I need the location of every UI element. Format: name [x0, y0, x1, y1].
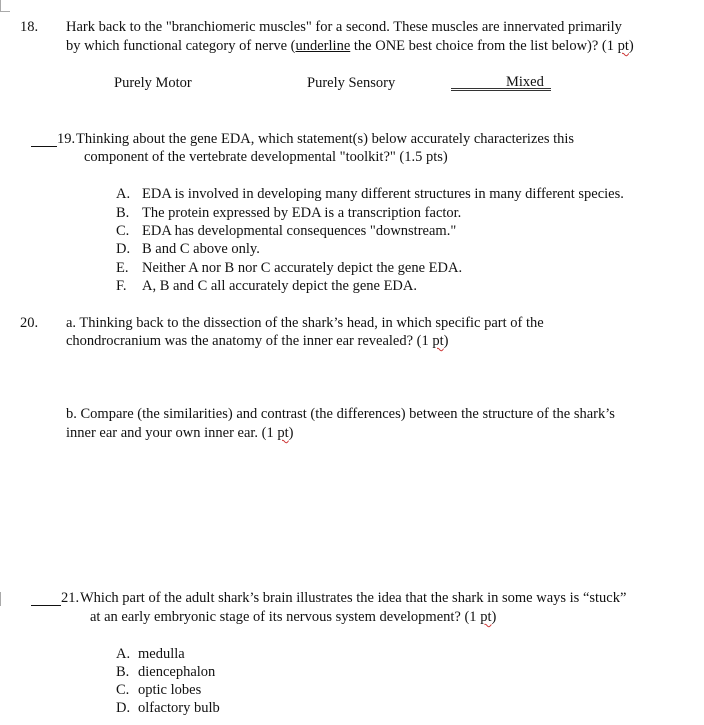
option-text[interactable]: A, B and C all accurately depict the gene EDA. [142, 278, 417, 294]
option-text[interactable]: optic lobes [138, 682, 202, 698]
option-text[interactable]: Neither A nor B nor C accurately depict the gene EDA. [142, 260, 463, 276]
option-letter: C. [116, 682, 130, 698]
question-text-line: component of the vertebrate developmental "toolkit?" (1.5 pts) [84, 149, 448, 165]
option-letter: F. [116, 278, 127, 294]
page-corner-mark [0, 11, 10, 12]
page-margin-mark [0, 592, 1, 606]
option-text[interactable]: EDA is involved in developing many different structures in many different species. [142, 186, 624, 202]
option-letter: C. [116, 223, 130, 239]
option-letter: D. [116, 700, 131, 716]
question-number: 19. [57, 131, 76, 147]
question-number: 18. [20, 19, 39, 35]
question-text-line: Thinking about the gene EDA, which statement(s) below accurately characterizes this [76, 131, 575, 147]
option-letter: B. [116, 664, 130, 680]
question-text-line: Hark back to the "branchiomeric muscles" for a second. These muscles are innervated primarily [66, 19, 622, 35]
question-text-line: at an early embryonic stage of its nervous system development? (1 pt) [90, 609, 497, 625]
answer-option-mixed[interactable]: Mixed [506, 74, 544, 90]
option-text[interactable]: diencephalon [138, 664, 216, 680]
option-text[interactable]: olfactory bulb [138, 700, 220, 716]
question-number: 20. [20, 315, 39, 331]
option-letter: A. [116, 646, 131, 662]
option-letter: B. [116, 205, 130, 221]
answer-option-sensory[interactable]: Purely Sensory [307, 75, 396, 91]
option-text[interactable]: The protein expressed by EDA is a transcription factor. [142, 205, 462, 221]
question-text-line: inner ear and your own inner ear. (1 pt) [66, 425, 294, 441]
answer-blank[interactable] [31, 605, 61, 606]
question-number: 21. [61, 590, 80, 606]
option-letter: E. [116, 260, 129, 276]
question-text-line: Which part of the adult shark’s brain illustrates the idea that the shark in some ways is “stuck” [80, 590, 627, 606]
question-text-line: b. Compare (the similarities) and contrast (the differences) between the structure of the shark’s [66, 406, 615, 422]
question-text-line: chondrocranium was the anatomy of the inner ear revealed? (1 pt) [66, 333, 449, 349]
answer-blank[interactable] [31, 146, 57, 147]
option-text[interactable]: EDA has developmental consequences "downstream." [142, 223, 457, 239]
option-letter: A. [116, 186, 131, 202]
question-text-line: a. Thinking back to the dissection of the shark’s head, in which specific part of the [66, 315, 544, 331]
answer-underline [451, 88, 551, 91]
answer-option-motor[interactable]: Purely Motor [114, 75, 192, 91]
option-text[interactable]: B and C above only. [142, 241, 260, 257]
question-text-line: by which functional category of nerve (underline the ONE best choice from the list below)? (1 pt) [66, 38, 634, 54]
option-text[interactable]: medulla [138, 646, 185, 662]
option-letter: D. [116, 241, 131, 257]
